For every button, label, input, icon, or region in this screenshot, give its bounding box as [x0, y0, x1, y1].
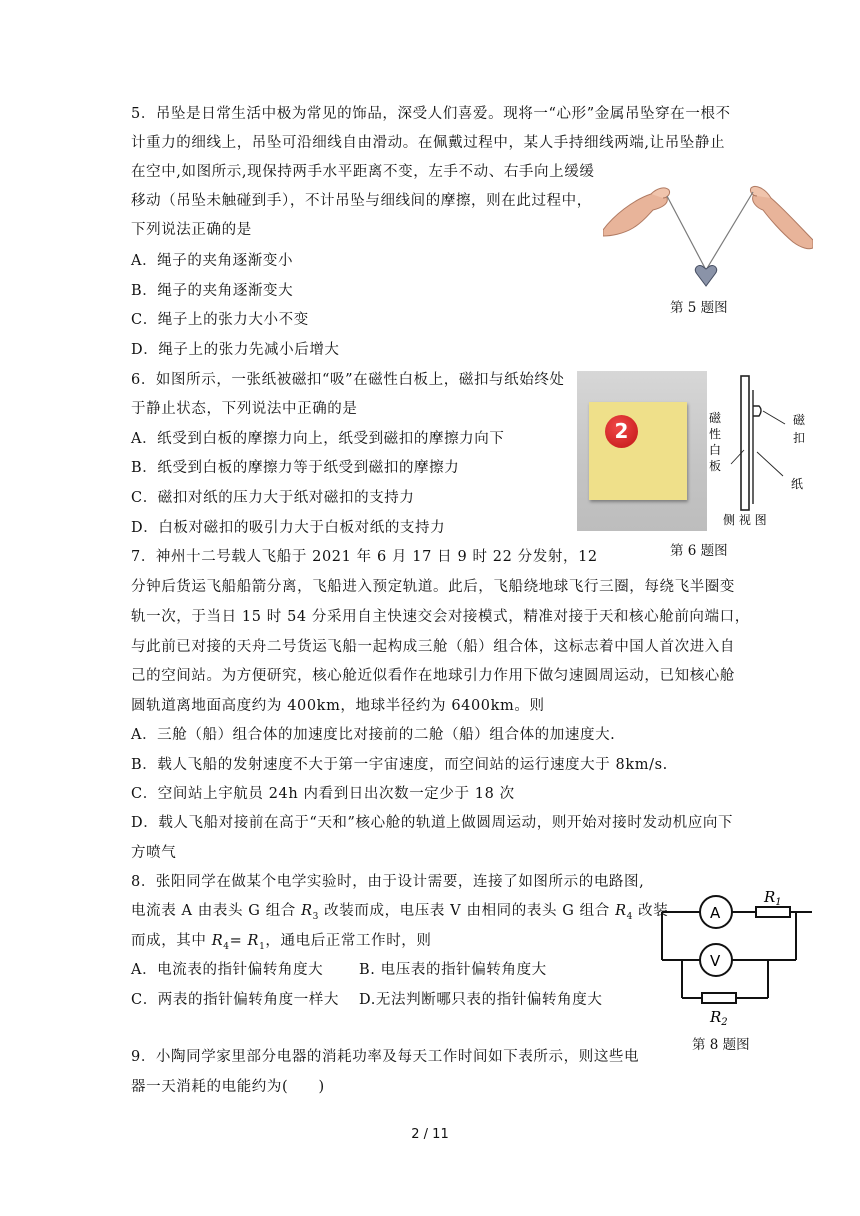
left-hand-illustration	[603, 188, 670, 236]
q5-option-a: A．绳子的夹角逐渐变小	[131, 253, 294, 269]
q5-stem-line-5: 下列说法正确的是	[131, 222, 252, 238]
resistor-r1	[756, 907, 790, 917]
label-board-2: 性	[709, 427, 722, 441]
whiteboard-side	[741, 376, 749, 510]
label-board-1: 磁	[709, 411, 722, 425]
q7-option-c: C．空间站上宇航员 24h 内看到日出次数一定少于 18 次	[131, 786, 515, 802]
q8-stem-line-3: 而成，其中 $R_4= R_1$，通电后正常工作时，则	[131, 933, 432, 952]
q8-figure-caption: 第 8 题图	[692, 1037, 750, 1053]
q7-option-d-line-2: 方喷气	[131, 845, 177, 861]
q7-stem-line-4: 与此前已对接的天舟二号货运飞船一起构成三舱（船）组合体，这标志着中国人首次进入自	[131, 639, 735, 655]
q6-option-b: B．纸受到白板的摩擦力等于纸受到磁扣的摩擦力	[131, 460, 460, 476]
q7-option-b: B．载人飞船的发射速度不大于第一宇宙速度，而空间站的运行速度大于 8km/s.	[131, 757, 668, 773]
q6-stem-line-1: 6．如图所示，一张纸被磁扣“吸”在磁性白板上，磁扣与纸始终处	[131, 372, 565, 388]
label-board-4: 板	[709, 459, 722, 473]
q9-stem-line-2: 器一天消耗的电能约为( )	[131, 1079, 325, 1095]
q9-stem-line-1: 9．小陶同学家里部分电器的消耗功率及每天工作时间如下表所示，则这些电	[131, 1049, 640, 1065]
q8-option-d: D.无法判断哪只表的指针偏转角度大	[359, 992, 603, 1008]
q6-stem-line-2: 于静止状态，下列说法中正确的是	[131, 401, 358, 417]
heart-pendant-icon	[695, 266, 716, 286]
q6-option-d: D．白板对磁扣的吸引力大于白板对纸的支持力	[131, 520, 446, 536]
q7-stem-line-2: 分钟后货运飞船船箭分离，飞船进入预定轨道。此后，飞船绕地球飞行三圈，每绕飞半圈变	[131, 579, 735, 595]
q8-circuit-diagram	[656, 882, 820, 1028]
page-number: 2 / 11	[411, 1127, 449, 1142]
magnet-clip-icon: 2	[605, 415, 638, 448]
q6-figure-caption: 第 6 题图	[670, 543, 728, 559]
label-paper: 纸	[791, 477, 804, 491]
voltmeter-label: V	[710, 952, 721, 970]
right-hand-illustration	[750, 186, 813, 248]
sticky-note	[589, 402, 687, 500]
ammeter-label: A	[710, 904, 721, 922]
q5-stem-line-3: 在空中,如图所示,现保持两手水平距离不变，左手不动、右手向上缓缓	[131, 164, 595, 180]
string-right	[706, 192, 753, 270]
q5-pendant-figure	[603, 178, 813, 288]
q6-option-a: A．纸受到白板的摩擦力向上，纸受到磁扣的摩擦力向下	[131, 431, 505, 447]
q8-option-c: C．两表的指针偏转角度一样大	[131, 992, 339, 1008]
q8-option-a: A．电流表的指针偏转角度大	[131, 962, 324, 978]
label-clip-1: 磁	[793, 413, 806, 427]
q7-stem-line-5: 己的空间站。为方便研究，核心舱近似看作在地球引力作用下做匀速圆周运动，已知核心舱	[131, 668, 735, 684]
label-clip-2: 扣	[793, 431, 806, 445]
q8-stem-line-2: 电流表 A 由表头 G 组合 $R_3$ 改装而成，电压表 V 由相同的表头 G 组合 $R_4$ 改装	[131, 903, 669, 922]
string-left	[667, 196, 706, 270]
r1-label: $R_1$	[764, 888, 782, 908]
q5-option-c: C．绳子上的张力大小不变	[131, 312, 309, 328]
resistor-r2	[702, 993, 736, 1003]
q7-stem-line-6: 圆轨道离地面高度约为 400km，地球半径约为 6400km。则	[131, 698, 545, 714]
r2-label: $R_2$	[710, 1008, 728, 1028]
q5-stem-line-1: 5．吊坠是日常生活中极为常见的饰品，深受人们喜爱。现将一“心形”金属吊坠穿在一根不	[131, 106, 731, 122]
q5-stem-line-2: 计重力的细线上，吊坠可沿细线自由滑动。在佩戴过程中，某人手持细线两端,让吊坠静止	[131, 135, 726, 151]
q6-whiteboard-photo	[577, 371, 707, 531]
q7-option-d-line-1: D．载人飞船对接前在高于“天和”核心舱的轨道上做圆周运动，则开始对接时发动机应向下	[131, 815, 734, 831]
q5-option-d: D．绳子上的张力先减小后增大	[131, 342, 340, 358]
q7-stem-line-1: 7．神州十二号载人飞船于 2021 年 6 月 17 日 9 时 22 分发射，12	[131, 549, 598, 565]
q8-option-b: B. 电压表的指针偏转角度大	[359, 962, 547, 978]
q6-option-c: C．磁扣对纸的压力大于纸对磁扣的支持力	[131, 490, 415, 506]
label-board-3: 白	[709, 443, 722, 457]
magnet-clip-side	[753, 406, 761, 416]
q5-stem-line-4: 移动（吊坠未触碰到手），不计吊坠与细线间的摩擦，则在此过程中，	[131, 193, 592, 209]
q7-option-a: A．三舱（船）组合体的加速度比对接前的二舱（船）组合体的加速度大.	[131, 727, 616, 743]
q6-side-view-diagram	[707, 372, 817, 532]
q5-figure-caption: 第 5 题图	[670, 300, 728, 316]
label-side-view: 侧 视 图	[723, 513, 767, 527]
q5-option-b: B．绳子的夹角逐渐变大	[131, 283, 294, 299]
q7-stem-line-3: 轨一次，于当日 15 时 54 分采用自主快速交会对接模式，精准对接于天和核心舱前向端口，	[131, 609, 750, 625]
q8-stem-line-1: 8．张阳同学在做某个电学实验时，由于设计需要，连接了如图所示的电路图,	[131, 874, 645, 890]
